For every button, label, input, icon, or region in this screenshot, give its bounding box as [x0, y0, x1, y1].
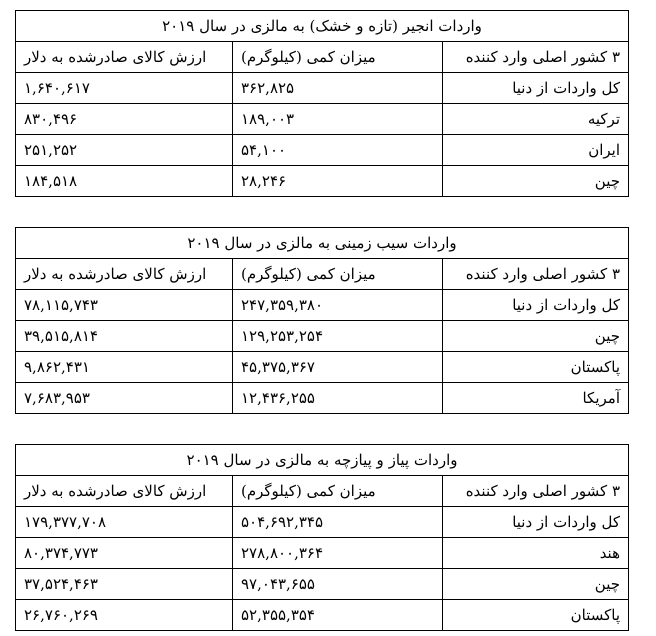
header-country: ۳ کشور اصلی وارد کننده: [443, 476, 629, 507]
table-row: [16, 569, 629, 600]
cell-quantity: ۴۵,۳۷۵,۳۶۷: [233, 352, 443, 383]
cell-value: ۷۸,۱۱۵,۷۴۳: [16, 290, 233, 321]
cell-value: ۳۹,۵۱۵,۸۱۴: [16, 321, 233, 352]
table-row: [16, 600, 629, 631]
cell-value: ۱۸۴,۵۱۸: [16, 166, 233, 197]
cell-quantity: ۲۴۷,۳۵۹,۳۸۰: [233, 290, 443, 321]
cell-country: پاکستان: [443, 352, 629, 383]
header-country: ۳ کشور اصلی وارد کننده: [443, 259, 629, 290]
table-row: [16, 383, 629, 414]
header-country: ۳ کشور اصلی وارد کننده: [443, 42, 629, 73]
cell-country: چین: [443, 321, 629, 352]
cell-quantity: ۱۸۹,۰۰۳: [233, 104, 443, 135]
cell-quantity: ۲۷۸,۸۰۰,۳۶۴: [233, 538, 443, 569]
cell-quantity: ۵۲,۳۵۵,۳۵۴: [233, 600, 443, 631]
cell-country: کل واردات از دنیا: [443, 73, 629, 104]
header-quantity: میزان کمی (کیلوگرم): [233, 259, 443, 290]
cell-value: ۱,۶۴۰,۶۱۷: [16, 73, 233, 104]
cell-country: ترکیه: [443, 104, 629, 135]
onion-imports-table: [15, 444, 629, 631]
cell-country: ایران: [443, 135, 629, 166]
cell-quantity: ۵۰۴,۶۹۲,۳۴۵: [233, 507, 443, 538]
header-quantity: میزان کمی (کیلوگرم): [233, 42, 443, 73]
cell-country: آمریکا: [443, 383, 629, 414]
cell-country: کل واردات از دنیا: [443, 507, 629, 538]
cell-value: ۳۷,۵۲۴,۴۶۳: [16, 569, 233, 600]
cell-value: ۲۵۱,۲۵۲: [16, 135, 233, 166]
header-value: ارزش کالای صادرشده به دلار: [16, 476, 233, 507]
table-title: واردات انجیر (تازه و خشک) به مالزی در سال ۲۰۱۹: [16, 11, 629, 42]
table-row: [16, 352, 629, 383]
table-header-row: [16, 476, 629, 507]
cell-quantity: ۹۷,۰۴۳,۶۵۵: [233, 569, 443, 600]
cell-quantity: ۱۲۹,۲۵۳,۲۵۴: [233, 321, 443, 352]
table-title-row: [16, 11, 629, 42]
table-row: [16, 166, 629, 197]
table-row: [16, 135, 629, 166]
cell-value: ۷,۶۸۳,۹۵۳: [16, 383, 233, 414]
cell-value: ۸۰,۳۷۴,۷۷۳: [16, 538, 233, 569]
cell-country: چین: [443, 569, 629, 600]
cell-quantity: ۲۸,۲۴۶: [233, 166, 443, 197]
cell-country: کل واردات از دنیا: [443, 290, 629, 321]
table-row: [16, 538, 629, 569]
fig-imports-table: [15, 10, 629, 197]
table-title: واردات سیب زمینی به مالزی در سال ۲۰۱۹: [16, 228, 629, 259]
cell-value: ۹,۸۶۲,۴۳۱: [16, 352, 233, 383]
cell-quantity: ۱۲,۴۳۶,۲۵۵: [233, 383, 443, 414]
cell-country: چین: [443, 166, 629, 197]
header-quantity: میزان کمی (کیلوگرم): [233, 476, 443, 507]
table-title-row: [16, 445, 629, 476]
table-row: [16, 290, 629, 321]
table-title: واردات پیاز و پیازچه به مالزی در سال ۲۰۱۹: [16, 445, 629, 476]
table-row: [16, 507, 629, 538]
table-header-row: [16, 42, 629, 73]
header-value: ارزش کالای صادرشده به دلار: [16, 42, 233, 73]
cell-value: ۲۶,۷۶۰,۲۶۹: [16, 600, 233, 631]
table-header-row: [16, 259, 629, 290]
cell-country: پاکستان: [443, 600, 629, 631]
cell-value: ۸۳۰,۴۹۶: [16, 104, 233, 135]
table-row: [16, 104, 629, 135]
table-row: [16, 73, 629, 104]
header-value: ارزش کالای صادرشده به دلار: [16, 259, 233, 290]
potato-imports-table: [15, 227, 629, 414]
table-title-row: [16, 228, 629, 259]
cell-quantity: ۳۶۲,۸۲۵: [233, 73, 443, 104]
cell-quantity: ۵۴,۱۰۰: [233, 135, 443, 166]
cell-value: ۱۷۹,۳۷۷,۷۰۸: [16, 507, 233, 538]
cell-country: هند: [443, 538, 629, 569]
table-row: [16, 321, 629, 352]
